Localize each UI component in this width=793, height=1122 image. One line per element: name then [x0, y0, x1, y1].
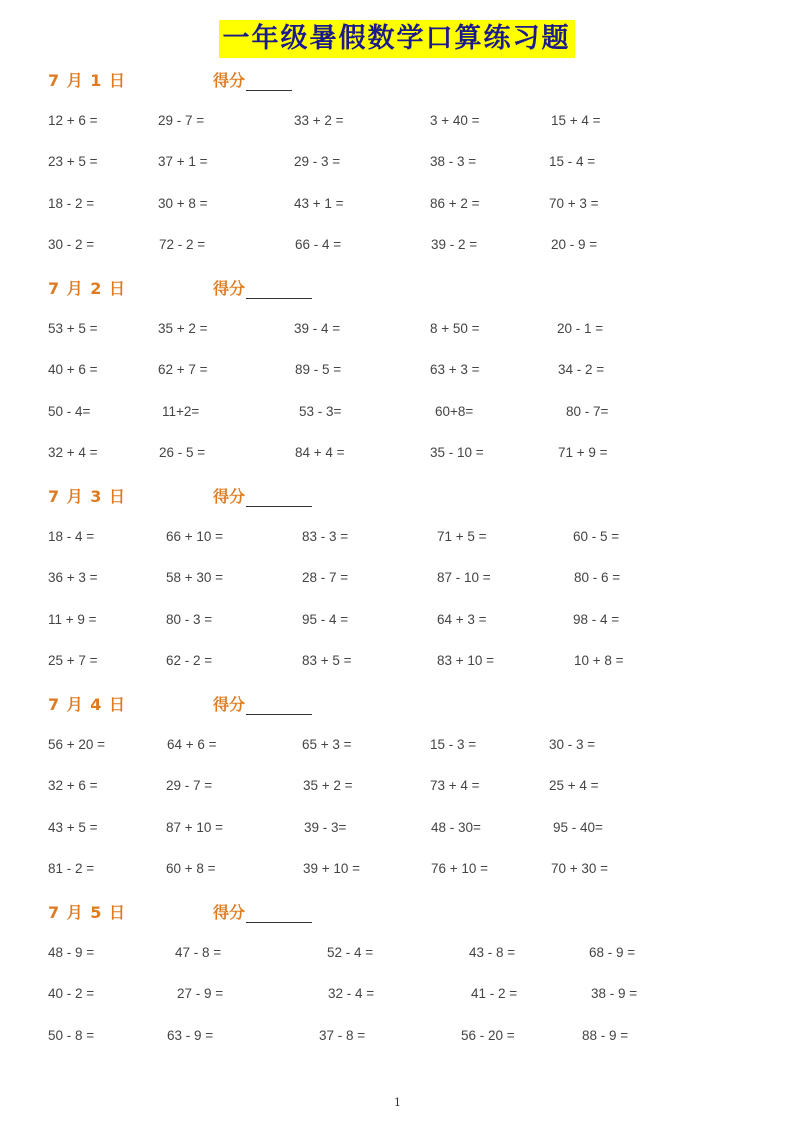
- math-problem: 12 + 6 =: [48, 113, 98, 128]
- math-problem: 29 - 7 =: [166, 778, 213, 793]
- math-problem: 33 + 2 =: [294, 113, 344, 128]
- math-problem: 38 - 9 =: [591, 986, 638, 1001]
- math-problem: 60 + 8 =: [166, 861, 216, 876]
- math-problem: 40 + 6 =: [48, 362, 98, 377]
- math-problem: 15 - 3 =: [430, 737, 477, 752]
- math-problem: 68 - 9 =: [589, 945, 636, 960]
- math-problem: 25 + 4 =: [549, 778, 599, 793]
- section-header: [48, 692, 448, 716]
- math-problem: 39 - 4 =: [294, 321, 341, 336]
- math-problem: 83 + 10 =: [437, 653, 495, 668]
- math-problem: 86 + 2 =: [430, 196, 480, 211]
- math-problem: 53 + 5 =: [48, 321, 98, 336]
- math-problem: 18 - 4 =: [48, 529, 95, 544]
- math-problem: 43 - 8 =: [469, 945, 516, 960]
- math-problem: 30 + 8 =: [158, 196, 208, 211]
- score-label: [213, 68, 292, 91]
- math-problem: 83 + 5 =: [302, 653, 352, 668]
- math-problem: 11 + 9 =: [48, 612, 97, 627]
- date-label: 7 月 5 日: [48, 903, 126, 922]
- math-problem: 23 + 5 =: [48, 154, 98, 169]
- math-problem: 83 - 3 =: [302, 529, 349, 544]
- math-problem: 63 + 3 =: [430, 362, 480, 377]
- math-problem: 70 + 3 =: [549, 196, 599, 211]
- score-blank[interactable]: [246, 280, 312, 299]
- math-problem: 28 - 7 =: [302, 570, 349, 585]
- math-problem: 18 - 2 =: [48, 196, 95, 211]
- math-problem: 88 - 9 =: [582, 1028, 629, 1043]
- math-problem: 11+2=: [162, 404, 200, 419]
- math-problem: 15 + 4 =: [551, 113, 601, 128]
- section-header: [48, 68, 448, 92]
- math-problem: 50 - 4=: [48, 404, 91, 419]
- math-problem: 39 - 2 =: [431, 237, 478, 252]
- math-problem: 35 + 2 =: [303, 778, 353, 793]
- math-problem: 32 + 4 =: [48, 445, 98, 460]
- page-number: 1: [394, 1096, 401, 1109]
- score-text: 得分: [213, 903, 246, 922]
- score-label: [213, 692, 312, 715]
- math-problem: 35 - 10 =: [430, 445, 484, 460]
- score-label: [213, 900, 312, 923]
- math-problem: 60 - 5 =: [573, 529, 620, 544]
- math-problem: 63 - 9 =: [167, 1028, 214, 1043]
- math-problem: 39 - 3=: [304, 820, 347, 835]
- math-problem: 80 - 3 =: [166, 612, 213, 627]
- math-problem: 60+8=: [435, 404, 474, 419]
- math-problem: 37 - 8 =: [319, 1028, 366, 1043]
- math-problem: 37 + 1 =: [158, 154, 208, 169]
- math-problem: 32 - 4 =: [328, 986, 375, 1001]
- math-problem: 66 + 10 =: [166, 529, 224, 544]
- math-problem: 53 - 3=: [299, 404, 342, 419]
- math-problem: 10 + 8 =: [574, 653, 624, 668]
- math-problem: 72 - 2 =: [159, 237, 206, 252]
- math-problem: 32 + 6 =: [48, 778, 98, 793]
- math-problem: 52 - 4 =: [327, 945, 374, 960]
- math-problem: 65 + 3 =: [302, 737, 352, 752]
- math-problem: 35 + 2 =: [158, 321, 208, 336]
- math-problem: 64 + 3 =: [437, 612, 487, 627]
- math-problem: 40 - 2 =: [48, 986, 95, 1001]
- score-text: 得分: [213, 487, 246, 506]
- math-problem: 66 - 4 =: [295, 237, 342, 252]
- section-header: [48, 900, 448, 924]
- date-label: 7 月 3 日: [48, 487, 126, 506]
- page-title: 一年级暑假数学口算练习题: [219, 20, 575, 58]
- math-problem: 47 - 8 =: [175, 945, 222, 960]
- math-problem: 95 - 4 =: [302, 612, 349, 627]
- math-problem: 80 - 7=: [566, 404, 609, 419]
- date-label: 7 月 2 日: [48, 279, 126, 298]
- math-problem: 48 - 30=: [431, 820, 481, 835]
- math-problem: 43 + 5 =: [48, 820, 98, 835]
- score-blank[interactable]: [246, 696, 312, 715]
- math-problem: 3 + 40 =: [430, 113, 480, 128]
- math-problem: 20 - 1 =: [557, 321, 604, 336]
- math-problem: 8 + 50 =: [430, 321, 480, 336]
- score-text: 得分: [213, 695, 246, 714]
- math-problem: 56 + 20 =: [48, 737, 106, 752]
- math-problem: 41 - 2 =: [471, 986, 518, 1001]
- score-blank[interactable]: [246, 488, 312, 507]
- score-blank[interactable]: [246, 72, 292, 91]
- score-text: 得分: [213, 279, 246, 298]
- math-problem: 58 + 30 =: [166, 570, 224, 585]
- math-problem: 71 + 5 =: [437, 529, 487, 544]
- math-problem: 34 - 2 =: [558, 362, 605, 377]
- math-problem: 25 + 7 =: [48, 653, 98, 668]
- math-problem: 70 + 30 =: [551, 861, 609, 876]
- math-problem: 89 - 5 =: [295, 362, 342, 377]
- math-problem: 43 + 1 =: [294, 196, 344, 211]
- score-text: 得分: [213, 71, 246, 90]
- date-label: 7 月 4 日: [48, 695, 126, 714]
- math-problem: 73 + 4 =: [430, 778, 480, 793]
- math-problem: 62 - 2 =: [166, 653, 213, 668]
- math-problem: 76 + 10 =: [431, 861, 489, 876]
- math-problem: 81 - 2 =: [48, 861, 95, 876]
- math-problem: 56 - 20 =: [461, 1028, 515, 1043]
- math-problem: 48 - 9 =: [48, 945, 95, 960]
- date-label: 7 月 1 日: [48, 71, 126, 90]
- math-problem: 50 - 8 =: [48, 1028, 95, 1043]
- math-problem: 62 + 7 =: [158, 362, 208, 377]
- math-problem: 38 - 3 =: [430, 154, 477, 169]
- math-problem: 64 + 6 =: [167, 737, 217, 752]
- math-problem: 29 - 7 =: [158, 113, 205, 128]
- math-problem: 95 - 40=: [553, 820, 603, 835]
- score-label: [213, 276, 312, 299]
- math-problem: 20 - 9 =: [551, 237, 598, 252]
- math-problem: 30 - 3 =: [549, 737, 596, 752]
- math-problem: 98 - 4 =: [573, 612, 620, 627]
- math-problem: 15 - 4 =: [549, 154, 596, 169]
- math-problem: 29 - 3 =: [294, 154, 341, 169]
- section-header: [48, 276, 448, 300]
- math-problem: 84 + 4 =: [295, 445, 345, 460]
- math-problem: 80 - 6 =: [574, 570, 621, 585]
- math-problem: 30 - 2 =: [48, 237, 95, 252]
- math-problem: 27 - 9 =: [177, 986, 224, 1001]
- math-problem: 87 + 10 =: [166, 820, 224, 835]
- math-problem: 71 + 9 =: [558, 445, 608, 460]
- math-problem: 39 + 10 =: [303, 861, 361, 876]
- score-blank[interactable]: [246, 904, 312, 923]
- math-problem: 36 + 3 =: [48, 570, 98, 585]
- score-label: [213, 484, 312, 507]
- math-problem: 87 - 10 =: [437, 570, 491, 585]
- title-wrapper: [0, 20, 793, 58]
- math-problem: 26 - 5 =: [159, 445, 206, 460]
- section-header: [48, 484, 448, 508]
